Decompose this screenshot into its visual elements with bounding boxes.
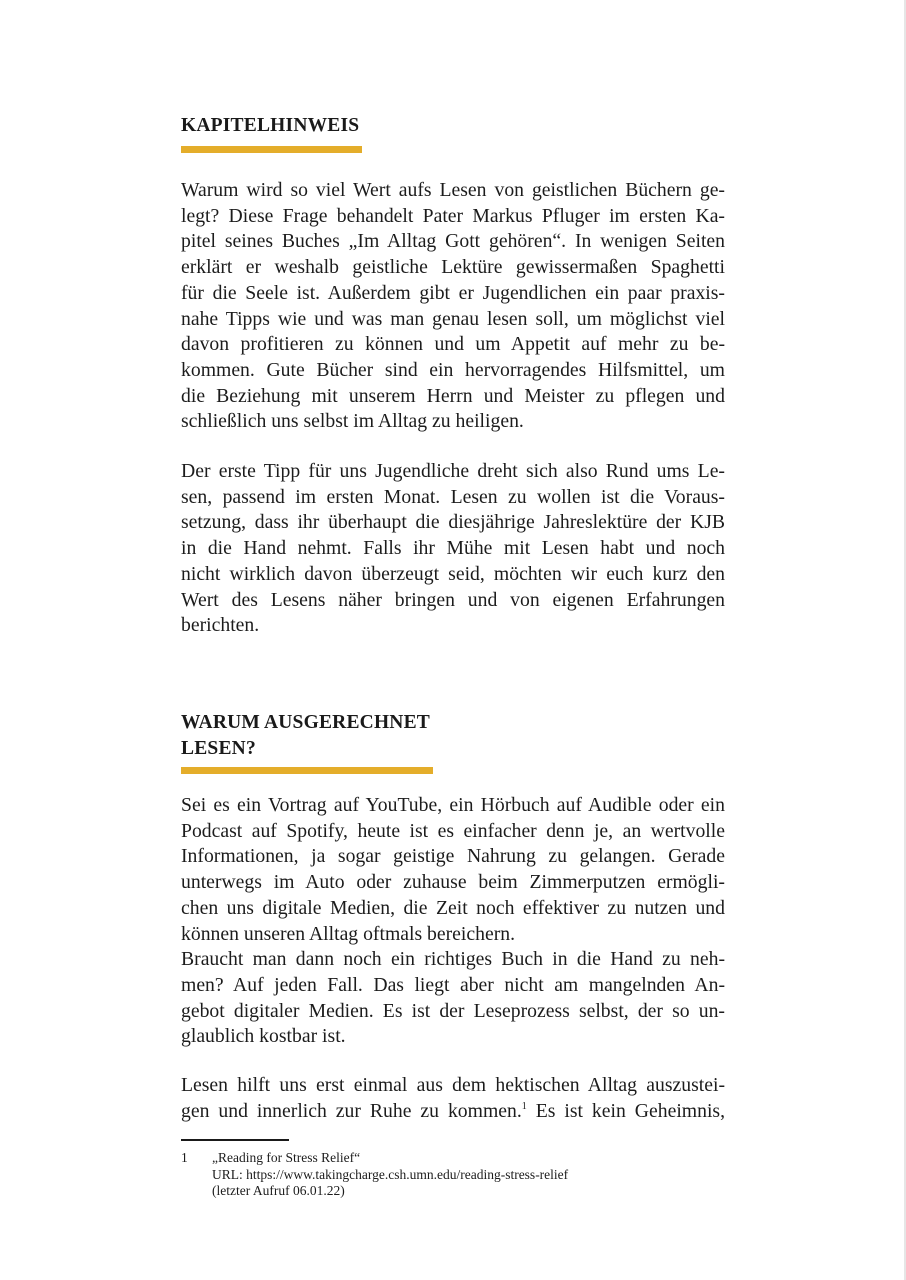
text-line: Podcast auf Spotify, heute ist es einfacher denn je, an wertvolle — [181, 819, 725, 842]
text-line: Informationen, ja sogar geistige Nahrung zu gelangen. Gerade — [181, 845, 725, 868]
footnote-title: „Reading for Stress Relief“ — [212, 1150, 361, 1165]
text-line: pitel seines Buches „Im Alltag Gott gehören“. In wenigen Seiten — [181, 230, 725, 253]
text-line: gebot digitaler Medien. Es ist der Leseprozess selbst, der so un- — [181, 999, 725, 1022]
text-line: davon profitieren zu können und um Appetit auf mehr zu be- — [181, 333, 725, 356]
footnote — [181, 1150, 725, 1202]
text-line: in die Hand nehmt. Falls ihr Mühe mit Lesen habt und noch — [181, 537, 725, 560]
text-line: Warum wird so viel Wert aufs Lesen von geistlichen Büchern ge- — [181, 179, 725, 201]
text-line: erklärt er weshalb geistliche Lektüre gewissermaßen Spaghetti — [181, 256, 725, 279]
text-segment: gen und innerlich zur Ruhe zu kommen. — [181, 1099, 522, 1122]
text-line: berichten. — [181, 614, 260, 637]
footnote-reference: 1 — [521, 1100, 527, 1112]
paragraph-reading-calm — [181, 1073, 725, 1124]
text-line: chen uns digitale Medien, die Zeit noch effektiver zu nutzen und — [181, 896, 725, 919]
footnote-number: 1 — [181, 1150, 188, 1165]
heading-text-line1: WARUM AUSGERECHNET — [181, 712, 431, 733]
text-line: setzung, dass ihr überhaupt die diesjährige Jahreslektüre der KJB — [181, 511, 725, 534]
text-line: nicht wirklich davon überzeugt seid, möchten wir euch kurz den — [181, 562, 725, 585]
footnote-separator — [181, 1139, 289, 1141]
text-line: Der erste Tipp für uns Jugendliche dreht sich also Rund ums Le- — [181, 460, 725, 482]
text-line: Braucht man dann noch ein richtiges Buch in die Hand zu neh- — [181, 948, 725, 971]
text-line: unterwegs im Auto oder zuhause beim Zimmerputzen ermögli- — [181, 871, 725, 894]
text-line: glaublich kostbar ist. — [181, 1025, 346, 1048]
section-heading-warum-lesen — [181, 710, 430, 762]
text-line: legt? Diese Frage behandelt Pater Markus Pfluger im ersten Ka- — [181, 204, 725, 227]
text-line: schließlich uns selbst im Alltag zu heiligen. — [181, 410, 524, 433]
text-line-with-footnote-ref — [181, 1099, 725, 1125]
paragraph-first-tip — [181, 459, 725, 639]
heading-text-line2: LESEN? — [181, 738, 256, 759]
text-line: sen, passend im ersten Monat. Lesen zu wollen ist die Voraus- — [181, 485, 725, 508]
heading-underline-accent — [181, 767, 433, 774]
footnote-accessed: (letzter Aufruf 06.01.22) — [212, 1183, 345, 1198]
section-heading-kapitelhinweis — [181, 113, 359, 139]
text-line: für die Seele ist. Außerdem gibt er Jugendlichen ein paar praxis- — [181, 281, 725, 304]
text-line: Lesen hilft uns erst einmal aus dem hektischen Alltag auszustei- — [181, 1074, 725, 1096]
text-line: kommen. Gute Bücher sind ein hervorragendes Hilfsmittel, um — [181, 358, 725, 381]
text-line: Wert des Lesens näher bringen und von eigenen Erfahrungen — [181, 588, 725, 611]
heading-underline-accent — [181, 146, 362, 153]
heading-text: KAPITELHINWEIS — [181, 115, 360, 136]
footnote-body — [212, 1150, 568, 1200]
paragraph-digital-media — [181, 793, 725, 1050]
text-segment: Es ist kein Geheimnis, — [526, 1099, 725, 1122]
text-line: men? Auf jeden Fall. Das liegt aber nicht am mangelnden An- — [181, 973, 725, 996]
paragraph-chapter-intro — [181, 178, 725, 435]
text-line: Sei es ein Vortrag auf YouTube, ein Hörbuch auf Audible oder ein — [181, 794, 725, 816]
footnote-url: URL: https://www.takingcharge.csh.umn.edu/reading-stress-relief — [212, 1166, 569, 1182]
text-line: können unseren Alltag oftmals bereichern. — [181, 922, 516, 945]
text-line: die Beziehung mit unserem Herrn und Meister zu pflegen und — [181, 384, 725, 407]
text-line: nahe Tipps wie und was man genau lesen soll, um möglichst viel — [181, 307, 725, 330]
